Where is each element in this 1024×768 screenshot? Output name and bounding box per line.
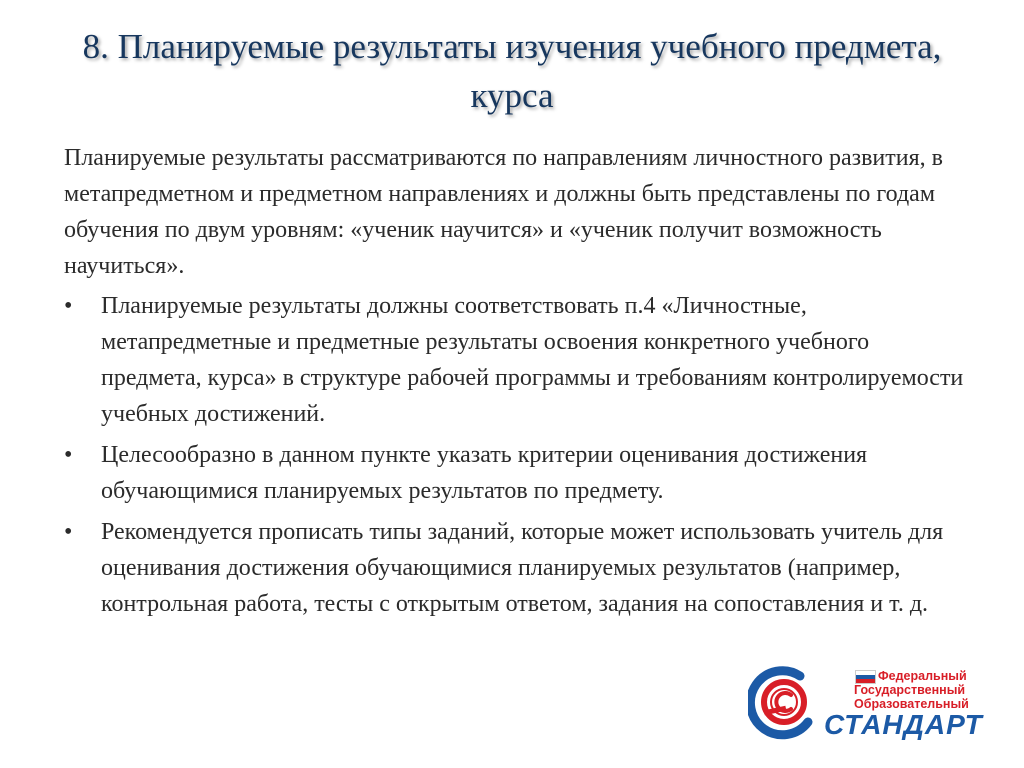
bullet-marker: • [64, 293, 73, 319]
slide-title: 8. Планируемые результаты изучения учебного предмета, курса [82, 27, 942, 115]
bullet-text: Планируемые результаты должны соответствовать п.4 «Личностные, метапредметные и предметные результаты освоения конкретного учебного предмета, курса» в структуре рабочей программы и требованиям контролируемости учебных достижений. [101, 293, 964, 427]
logo-text-line1: Федеральный [878, 669, 967, 683]
list-item [64, 437, 974, 509]
russian-flag-icon [855, 670, 876, 684]
list-item [64, 288, 974, 432]
bullet-list [64, 288, 974, 622]
slide-body [64, 140, 974, 627]
logo-text-line2: Государственный [854, 683, 966, 697]
list-item [64, 514, 974, 622]
bullet-marker: • [64, 442, 73, 468]
bullet-text: Целесообразно в данном пункте указать критерии оценивания достижения обучающимися планируемых результатов по предмету. [101, 442, 868, 504]
logo-wordmark: СТАНДАРТ [824, 709, 983, 740]
bullet-text: Рекомендуется прописать типы заданий, которые может использовать учитель для оценивания достижения обучающимися планируемых результатов (например, контрольная работа, тесты с открытым ответом, задания на сопоставления и т. д. [101, 519, 944, 617]
bullet-marker: • [64, 519, 73, 545]
intro-paragraph: Планируемые результаты рассматриваются по направлениям личностного развития, в метапредметном и предметном направлениях и должны быть представлены по годам обучения по двум уровням: «ученик научится» и «ученик получит возможность научиться». [64, 145, 943, 279]
fgos-standard-logo [748, 664, 983, 740]
logo-text-line3: Образовательный [854, 697, 969, 711]
